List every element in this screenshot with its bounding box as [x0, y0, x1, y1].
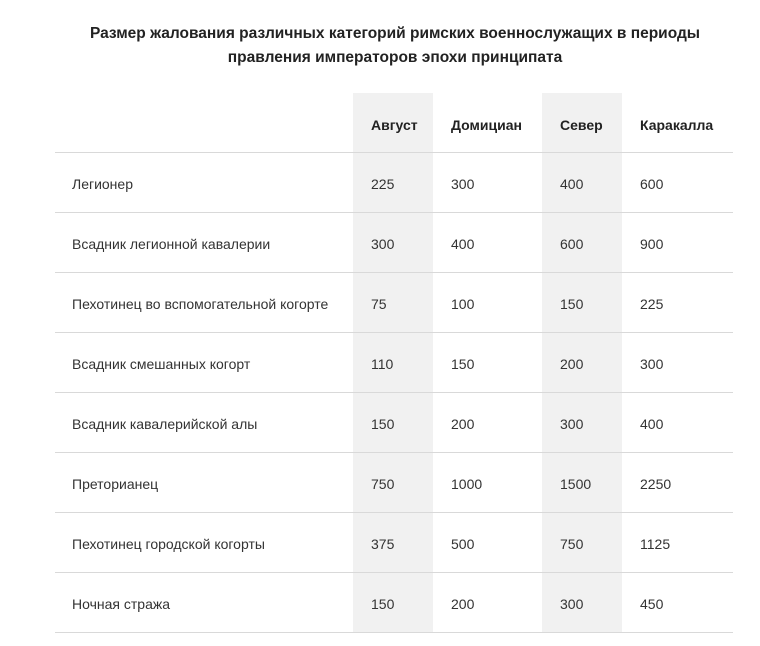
column-header: Каракалла: [640, 117, 714, 133]
table-cell: 750: [371, 476, 395, 492]
table-cell: 500: [451, 536, 475, 552]
table-cell: 400: [451, 236, 475, 252]
table-cell: 150: [371, 596, 395, 612]
table-title-line-1: Размер жалования различных категорий римских военнослужащих в периоды: [89, 25, 701, 42]
table-cell: 400: [640, 416, 664, 432]
header-divider: [55, 152, 733, 153]
table-cell: 200: [451, 596, 475, 612]
column-header: Август: [371, 117, 418, 133]
table-cell: 1000: [451, 476, 483, 492]
table-cell: 150: [451, 356, 475, 372]
row-label: Легионер: [72, 176, 133, 192]
row-divider: [55, 332, 733, 333]
table-cell: 750: [560, 536, 584, 552]
row-divider: [55, 212, 733, 213]
table-cell: 75: [371, 296, 387, 312]
table-cell: 200: [560, 356, 584, 372]
table-cell: 600: [560, 236, 584, 252]
table-cell: 150: [560, 296, 584, 312]
table-cell: 225: [371, 176, 395, 192]
row-divider: [55, 452, 733, 453]
row-divider: [55, 272, 733, 273]
table-cell: 300: [560, 416, 584, 432]
table-cell: 300: [371, 236, 395, 252]
table-cell: 300: [560, 596, 584, 612]
table-cell: 2250: [640, 476, 672, 492]
column-header: Север: [560, 117, 603, 133]
row-label: Ночная стража: [72, 596, 171, 612]
table-cell: 450: [640, 596, 664, 612]
table-cell: 900: [640, 236, 664, 252]
table-cell: 400: [560, 176, 584, 192]
table-cell: 375: [371, 536, 395, 552]
table-title: [0, 22, 760, 70]
row-label: Пехотинец во вспомогательной когорте: [72, 296, 329, 312]
row-label: Всадник смешанных когорт: [72, 356, 251, 372]
row-label: Пехотинец городской когорты: [72, 536, 265, 552]
table-cell: 300: [640, 356, 664, 372]
row-divider: [55, 572, 733, 573]
table-cell: 1125: [640, 536, 671, 552]
table-cell: 150: [371, 416, 395, 432]
table-cell: 300: [451, 176, 475, 192]
table-title-line-2: правления императоров эпохи принципата: [227, 49, 563, 66]
row-label: Всадник кавалерийской алы: [72, 416, 258, 432]
table-cell: 600: [640, 176, 664, 192]
table-cell: 1500: [560, 476, 592, 492]
table-cell: 200: [451, 416, 475, 432]
table-cell: 225: [640, 296, 664, 312]
row-label: Всадник легионной кавалерии: [72, 236, 271, 252]
column-header: Домициан: [451, 117, 522, 133]
row-divider: [55, 392, 733, 393]
table-cell: 100: [451, 296, 475, 312]
row-label: Преторианец: [72, 476, 159, 492]
row-divider: [55, 632, 733, 633]
table-cell: 110: [371, 356, 394, 372]
row-divider: [55, 512, 733, 513]
